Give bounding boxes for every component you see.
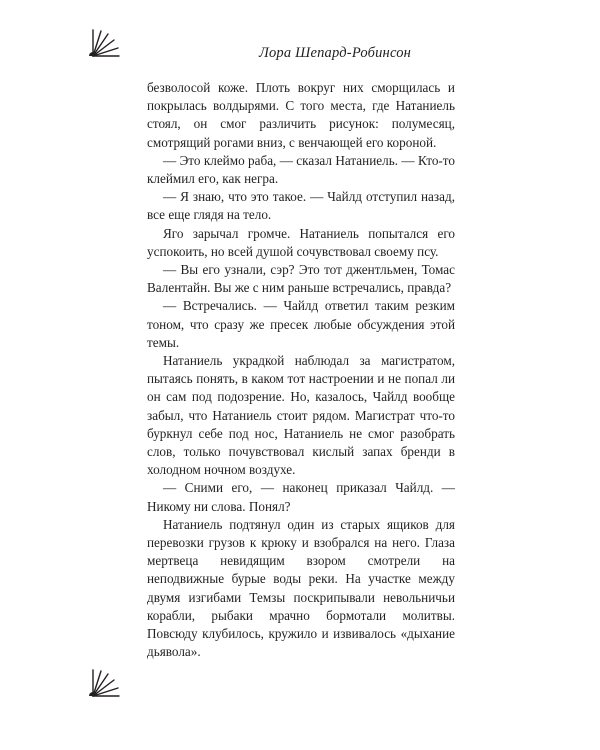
paragraph: — Я знаю, что это такое. — Чайлд отступил назад, все еще глядя на тело. — [147, 189, 455, 223]
body-text — [147, 79, 455, 662]
paragraph: Натаниель украдкой наблюдал за магистратом, пытаясь понять, в каком тот настроении и не попал ли он сам под подозрение. Но, казалось, Чайлд вообще забыл, что Натаниель стоит рядом. Магистрат что-то буркнул себе под нос, Натаниель не смог разобрать слов, только почувствовал кислый запах бренди в холодном ночном воздухе. — [147, 353, 455, 478]
sunburst-ornament-icon — [87, 28, 121, 62]
sunburst-ornament-icon — [87, 668, 121, 702]
paragraph: безволосой коже. Плоть вокруг них сморщилась и покрылась волдырями. С того места, где Натаниель стоял, он смог различить рисунок: полумесяц, смотрящий рогами вниз, с венчающей его короной. — [147, 80, 455, 150]
running-header: Лора Шепард-Робинсон — [258, 45, 412, 61]
paragraph: Яго зарычал громче. Натаниель попытался его успокоить, но всей душой сочувствовал своему псу. — [147, 225, 455, 259]
paragraph: — Встречались. — Чайлд ответил таким резким тоном, что сразу же пресек любые обсуждения этой темы. — [147, 298, 455, 350]
paragraph: — Сними его, — наконец приказал Чайлд. — Никому ни слова. Понял? — [147, 480, 455, 514]
paragraph: — Вы его узнали, сэр? Это тот джентльмен, Томас Валентайн. Вы же с ним раньше встречались, правда? — [147, 262, 455, 296]
paragraph: — Это клеймо раба, — сказал Натаниель. — Кто-то клеймил его, как негра. — [147, 152, 455, 187]
paragraph: Натаниель подтянул один из старых ящиков для перевозки грузов к крюку и взобрался на него. Глаза мертвеца невидящим взором смотрели на неподвижные бурые воды реки. На участке между двумя изгибами Темзы поскрипывали невольничьи корабли, рыбаки мрачно бормотали молитвы. Повсюду клубилось, кружило и извивалось «дыхание дьявола». — [147, 516, 455, 660]
